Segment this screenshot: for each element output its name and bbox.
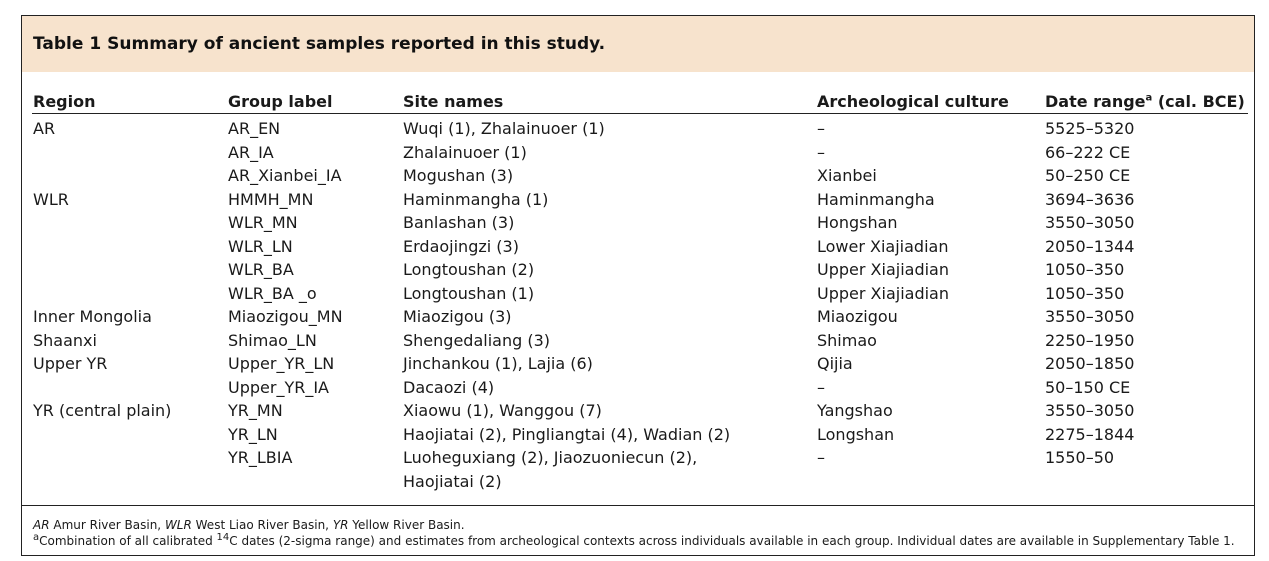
header-date-range-text: Date range xyxy=(1045,92,1146,111)
cell-site-names: Haojiatai (2) xyxy=(403,471,502,491)
cell-archeological-culture: Haminmangha xyxy=(817,189,935,209)
cell-site-names: Xiaowu (1), Wanggou (7) xyxy=(403,401,602,420)
footnote-marker: a xyxy=(1145,92,1153,104)
cell-group-label: WLR_MN xyxy=(228,213,298,232)
abbr-term: AR xyxy=(33,518,50,532)
cell-group-label: Miaozigou_MN xyxy=(228,307,343,326)
cell-group-label: YR_MN xyxy=(228,401,283,420)
table-row xyxy=(22,166,1254,188)
table-row xyxy=(22,401,1254,423)
cell-group-label: YR_LBIA xyxy=(228,448,293,467)
cell-archeological-culture: Xianbei xyxy=(817,166,877,185)
cell-site-names: Haminmangha (1) xyxy=(403,189,549,209)
table-row xyxy=(22,472,1254,494)
table-number: Table 1 xyxy=(33,34,102,54)
table-row xyxy=(22,237,1254,259)
abbr-term: WLR xyxy=(164,518,192,532)
header-rule xyxy=(32,113,1248,114)
table-row xyxy=(22,425,1254,447)
cell-site-names: Banlashan (3) xyxy=(403,213,515,232)
cell-date-range: 3550–3050 xyxy=(1045,307,1135,326)
header-group-label: Group label xyxy=(228,92,333,111)
table-row xyxy=(22,260,1254,282)
cell-group-label: AR_EN xyxy=(228,119,281,138)
header-date-range-unit: (cal. BCE) xyxy=(1152,92,1245,111)
cell-archeological-culture: Miaozigou xyxy=(817,307,898,326)
cell-archeological-culture: – xyxy=(817,448,825,467)
cell-site-names: Dacaozi (4) xyxy=(403,377,495,397)
cell-site-names: Erdaojingzi (3) xyxy=(403,236,519,256)
cell-archeological-culture: – xyxy=(817,119,825,138)
cell-archeological-culture: Lower Xiajiadian xyxy=(817,236,949,256)
cell-site-names: Shengedaliang (3) xyxy=(403,330,550,350)
table-row xyxy=(22,378,1254,400)
cell-archeological-culture: Qijia xyxy=(817,354,853,373)
cell-date-range: 1550–50 xyxy=(1045,448,1115,467)
cell-archeological-culture: Shimao xyxy=(817,330,877,350)
table-row xyxy=(22,119,1254,141)
cell-region: WLR xyxy=(33,189,69,209)
cell-group-label: Shimao_LN xyxy=(228,330,317,350)
cell-group-label: WLR_BA xyxy=(228,260,294,279)
abbr-meaning: Amur River Basin, xyxy=(49,518,165,532)
cell-site-names: Zhalainuoer (1) xyxy=(403,142,527,162)
table-footnotes xyxy=(33,517,1235,549)
cell-site-names: Mogushan (3) xyxy=(403,166,514,185)
superscript-14: 14 xyxy=(216,532,230,543)
table-row xyxy=(22,284,1254,306)
cell-region: Inner Mongolia xyxy=(33,307,152,326)
cell-site-names: Wuqi (1), Zhalainuoer (1) xyxy=(403,119,605,138)
abbr-meaning: Yellow River Basin. xyxy=(348,518,465,532)
caption-band xyxy=(22,16,1254,72)
table-row xyxy=(22,331,1254,353)
cell-date-range: 3550–3050 xyxy=(1045,213,1135,232)
cell-date-range: 2250–1950 xyxy=(1045,330,1135,350)
abbr-meaning: West Liao River Basin, xyxy=(191,518,333,532)
cell-archeological-culture: Longshan xyxy=(817,424,895,444)
cell-date-range: 50–150 CE xyxy=(1045,377,1131,397)
cell-date-range: 3694–3636 xyxy=(1045,189,1135,209)
cell-region: AR xyxy=(33,119,56,138)
table-title: Summary of ancient samples reported in this study. xyxy=(107,34,606,54)
cell-date-range: 50–250 CE xyxy=(1045,166,1131,185)
cell-region: YR (central plain) xyxy=(33,401,172,420)
column-header-row xyxy=(22,92,1254,114)
cell-date-range: 66–222 CE xyxy=(1045,142,1131,162)
cell-site-names: Longtoushan (2) xyxy=(403,260,535,279)
cell-archeological-culture: – xyxy=(817,142,825,162)
cell-archeological-culture: – xyxy=(817,377,825,397)
cell-group-label: YR_LN xyxy=(228,424,278,444)
cell-site-names: Miaozigou (3) xyxy=(403,307,512,326)
table-row xyxy=(22,354,1254,376)
cell-group-label: AR_Xianbei_IA xyxy=(228,166,342,185)
abbr-term: YR xyxy=(332,518,349,532)
cell-date-range: 3550–3050 xyxy=(1045,401,1135,420)
table-bottom-rule xyxy=(22,505,1254,506)
table-row xyxy=(22,190,1254,212)
header-archeological-culture: Archeological culture xyxy=(817,92,1009,111)
cell-date-range: 2050–1344 xyxy=(1045,236,1135,256)
date-footnote-text: C dates (2-sigma range) and estimates from archeological contexts across individuals available in each group. Individual dates are available in Supplementary Table 1. xyxy=(229,534,1235,548)
cell-group-label: Upper_YR_LN xyxy=(228,354,335,373)
cell-date-range: 5525–5320 xyxy=(1045,119,1135,138)
table-frame xyxy=(21,15,1255,556)
footnote-marker: a xyxy=(33,532,40,543)
table-row xyxy=(22,448,1254,470)
cell-site-names: Luoheguxiang (2), Jiaozuoniecun (2), xyxy=(403,448,698,467)
date-footnote xyxy=(33,533,1235,549)
header-site-names: Site names xyxy=(403,92,504,111)
table-row xyxy=(22,307,1254,329)
cell-group-label: WLR_LN xyxy=(228,236,293,256)
cell-site-names: Haojiatai (2), Pingliangtai (4), Wadian (2) xyxy=(403,424,731,444)
abbreviation-note xyxy=(33,517,1235,533)
cell-date-range: 2275–1844 xyxy=(1045,424,1135,444)
cell-group-label: HMMH_MN xyxy=(228,189,314,209)
cell-site-names: Longtoushan (1) xyxy=(403,283,535,303)
cell-region: Upper YR xyxy=(33,354,108,373)
table-row xyxy=(22,143,1254,165)
cell-site-names: Jinchankou (1), Lajia (6) xyxy=(403,354,593,373)
cell-group-label: Upper_YR_IA xyxy=(228,377,329,397)
header-region: Region xyxy=(33,92,96,111)
table-caption xyxy=(33,34,605,54)
date-footnote-text: Combination of all calibrated xyxy=(39,534,217,548)
cell-archeological-culture: Yangshao xyxy=(817,401,893,420)
cell-date-range: 1050–350 xyxy=(1045,283,1125,303)
cell-archeological-culture: Upper Xiajiadian xyxy=(817,283,949,303)
cell-archeological-culture: Upper Xiajiadian xyxy=(817,260,949,279)
cell-group-label: WLR_BA _o xyxy=(228,283,317,303)
cell-group-label: AR_IA xyxy=(228,142,274,162)
cell-region: Shaanxi xyxy=(33,330,97,350)
cell-archeological-culture: Hongshan xyxy=(817,213,898,232)
header-date-range xyxy=(1045,92,1245,111)
cell-date-range: 1050–350 xyxy=(1045,260,1125,279)
cell-date-range: 2050–1850 xyxy=(1045,354,1135,373)
table-row xyxy=(22,213,1254,235)
